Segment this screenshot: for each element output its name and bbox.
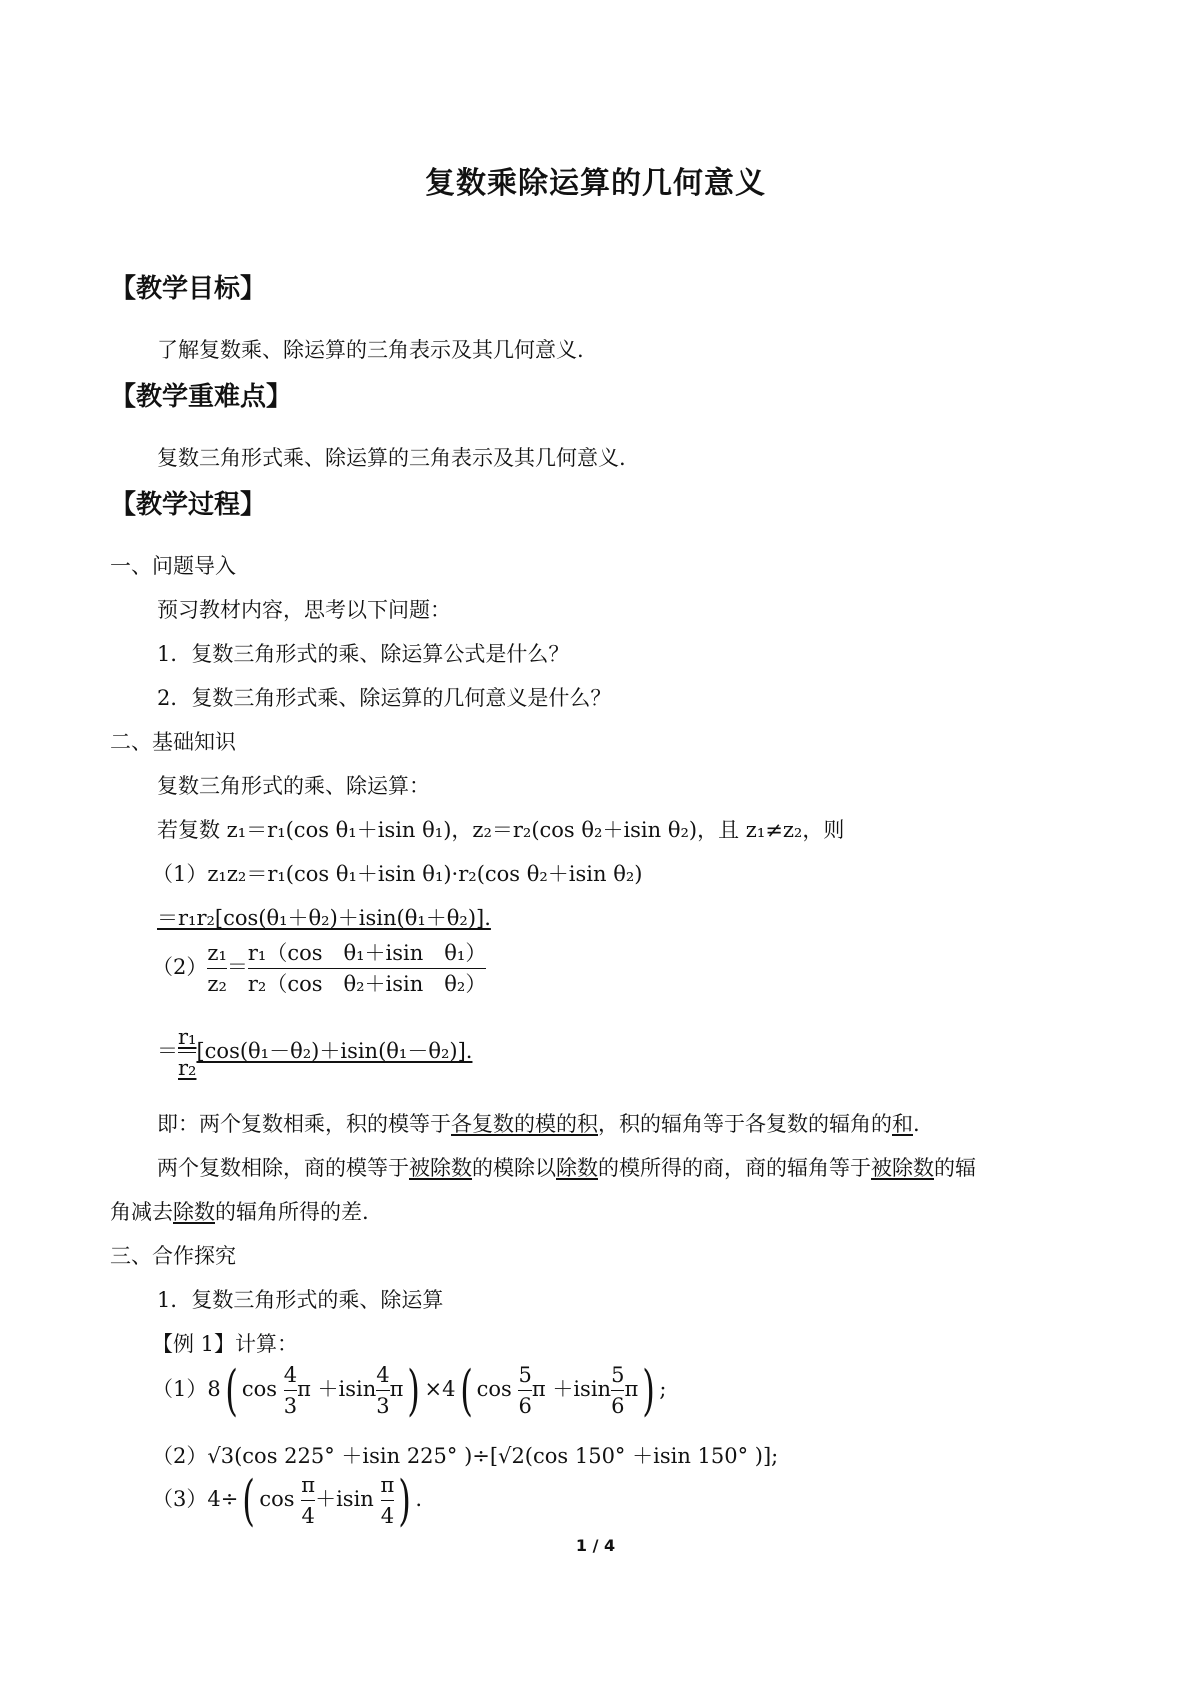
left-paren-icon-2: ( [459, 1358, 473, 1422]
e3-n1: π [301, 1470, 315, 1501]
blank-argument-sum: 和 [892, 1112, 913, 1136]
e1-label: （1）8 [152, 1377, 221, 1401]
part1-intro: 预习教材内容，思考以下问题： [157, 598, 451, 622]
summary-text-c: . [913, 1112, 920, 1136]
right-paren-icon-3: ) [398, 1468, 412, 1532]
summary2-text-d: 的辐 [934, 1156, 976, 1180]
r1-r2-fraction [178, 1022, 196, 1083]
e3-label: （3）4÷ [152, 1487, 239, 1511]
summary-quotient-cont [110, 1196, 369, 1226]
exercise-3 [152, 1470, 422, 1531]
summary3-text-a: 角减去 [110, 1200, 173, 1224]
left-paren-icon-3: ( [242, 1468, 256, 1532]
e1-n3: 5 [518, 1360, 531, 1391]
e1-frac-4 [611, 1360, 624, 1421]
goal-text: 了解复数乘、除运算的三角表示及其几何意义. [157, 338, 584, 362]
summary2-text-a: 两个复数相除，商的模等于 [157, 1156, 409, 1180]
e1-times: ×4 [424, 1377, 456, 1401]
question-1: 1．复数三角形式的乘、除运算公式是什么？ [157, 642, 570, 666]
process-heading: 【教学过程】 [110, 490, 267, 520]
part3-sub1: 1．复数三角形式的乘、除运算 [157, 1288, 444, 1312]
e3-n2: π [381, 1470, 395, 1501]
part2-heading: 二、基础知识 [110, 730, 236, 754]
e1-d1: 3 [283, 1394, 298, 1418]
e3-frac-1 [301, 1470, 315, 1531]
right-paren-icon-2: ) [642, 1358, 656, 1422]
part3-heading: 三、合作探究 [110, 1244, 236, 1268]
equals-sign-2: ＝ [157, 1039, 178, 1063]
z-denominator: z₂ [207, 972, 227, 996]
e1-pi2: π [389, 1377, 404, 1401]
equals-sign: ＝ [226, 955, 248, 979]
summary2-text-b: 的模除以 [472, 1156, 556, 1180]
e1-frac-3 [518, 1360, 531, 1421]
blank-dividend-2: 被除数 [871, 1156, 934, 1180]
page-number: 1 / 4 [575, 1536, 616, 1555]
summary-quotient [157, 1152, 976, 1182]
goal-heading: 【教学目标】 [110, 274, 267, 304]
e3-cos: cos [259, 1487, 295, 1511]
r2-denominator: r₂ [178, 1056, 197, 1080]
e1-pi1: π ＋isin [297, 1377, 377, 1401]
z-numerator: z₁ [207, 938, 226, 969]
e1-pi4: π [624, 1377, 639, 1401]
r-numerator: r₁（cos θ₁＋isin θ₁） [248, 938, 487, 969]
summary-product [157, 1108, 920, 1138]
summary-text-b: ，积的辐角等于各复数的辐角的 [598, 1112, 892, 1136]
exercise-1 [152, 1360, 666, 1421]
summary-text-a: 即：两个复数相乘，积的模等于 [157, 1112, 451, 1136]
e1-n2: 4 [376, 1360, 389, 1391]
exercise-2: （2）√3(cos 225° ＋isin 225° )÷[√2(cos 150° ＋isin 150° )]; [152, 1444, 779, 1468]
blank-divisor-2: 除数 [173, 1200, 215, 1224]
summary2-text-c: 的模所得的商，商的辐角等于 [598, 1156, 871, 1180]
r-fraction [248, 938, 487, 999]
r1-numerator: r₁ [178, 1022, 196, 1053]
e1-d2: 3 [376, 1394, 390, 1418]
e1-end: ; [659, 1377, 667, 1401]
e1-frac-1 [284, 1360, 297, 1421]
formula-quotient-result [157, 1022, 472, 1083]
right-paren-icon: ) [407, 1358, 421, 1422]
e1-cos: cos [241, 1377, 277, 1401]
quotient-label: （2） [152, 955, 208, 979]
e1-n1: 4 [284, 1360, 297, 1391]
formula-product-result: ＝r₁r₂[cos(θ₁＋θ₂)＋isin(θ₁＋θ₂)]. [157, 906, 491, 930]
e1-d4: 6 [611, 1394, 625, 1418]
blank-divisor-1: 除数 [556, 1156, 598, 1180]
premise-line: 若复数 z₁＝r₁(cos θ₁＋isin θ₁)，z₂＝r₂(cos θ₂＋isin θ₂)，且 z₁≠z₂，则 [157, 818, 845, 842]
page-title: 复数乘除运算的几何意义 [425, 166, 766, 201]
e1-d3: 6 [518, 1394, 532, 1418]
key-text: 复数三角形式乘、除运算的三角表示及其几何意义. [157, 446, 626, 470]
r-denominator: r₂（cos θ₂＋isin θ₂） [247, 972, 487, 996]
e1-pi3: π ＋isin [531, 1377, 612, 1401]
quotient-trig: [cos(θ₁－θ₂)＋isin(θ₁－θ₂)]. [196, 1039, 473, 1063]
e3-end: . [415, 1487, 423, 1511]
example-label: 【例 1】计算： [152, 1332, 299, 1356]
e1-cos2: cos [476, 1377, 512, 1401]
question-2: 2．复数三角形式乘、除运算的几何意义是什么？ [157, 686, 612, 710]
e1-frac-2 [376, 1360, 389, 1421]
key-heading: 【教学重难点】 [110, 382, 293, 412]
e3-d2: 4 [380, 1504, 395, 1528]
formula-quotient [152, 938, 486, 999]
e3-mid: ＋isin [315, 1487, 374, 1511]
e1-n4: 5 [611, 1360, 624, 1391]
formula-product: （1）z₁z₂＝r₁(cos θ₁＋isin θ₁)·r₂(cos θ₂＋isin θ₂) [152, 862, 643, 886]
part1-heading: 一、问题导入 [110, 554, 236, 578]
left-paren-icon: ( [224, 1358, 238, 1422]
part2-intro: 复数三角形式的乘、除运算： [157, 774, 430, 798]
blank-modulus-product: 各复数的模的积 [451, 1112, 598, 1136]
e3-d1: 4 [301, 1504, 315, 1528]
blank-dividend-1: 被除数 [409, 1156, 472, 1180]
e3-frac-2 [381, 1470, 395, 1531]
summary3-text-b: 的辐角所得的差. [215, 1200, 369, 1224]
z-fraction [207, 938, 226, 999]
